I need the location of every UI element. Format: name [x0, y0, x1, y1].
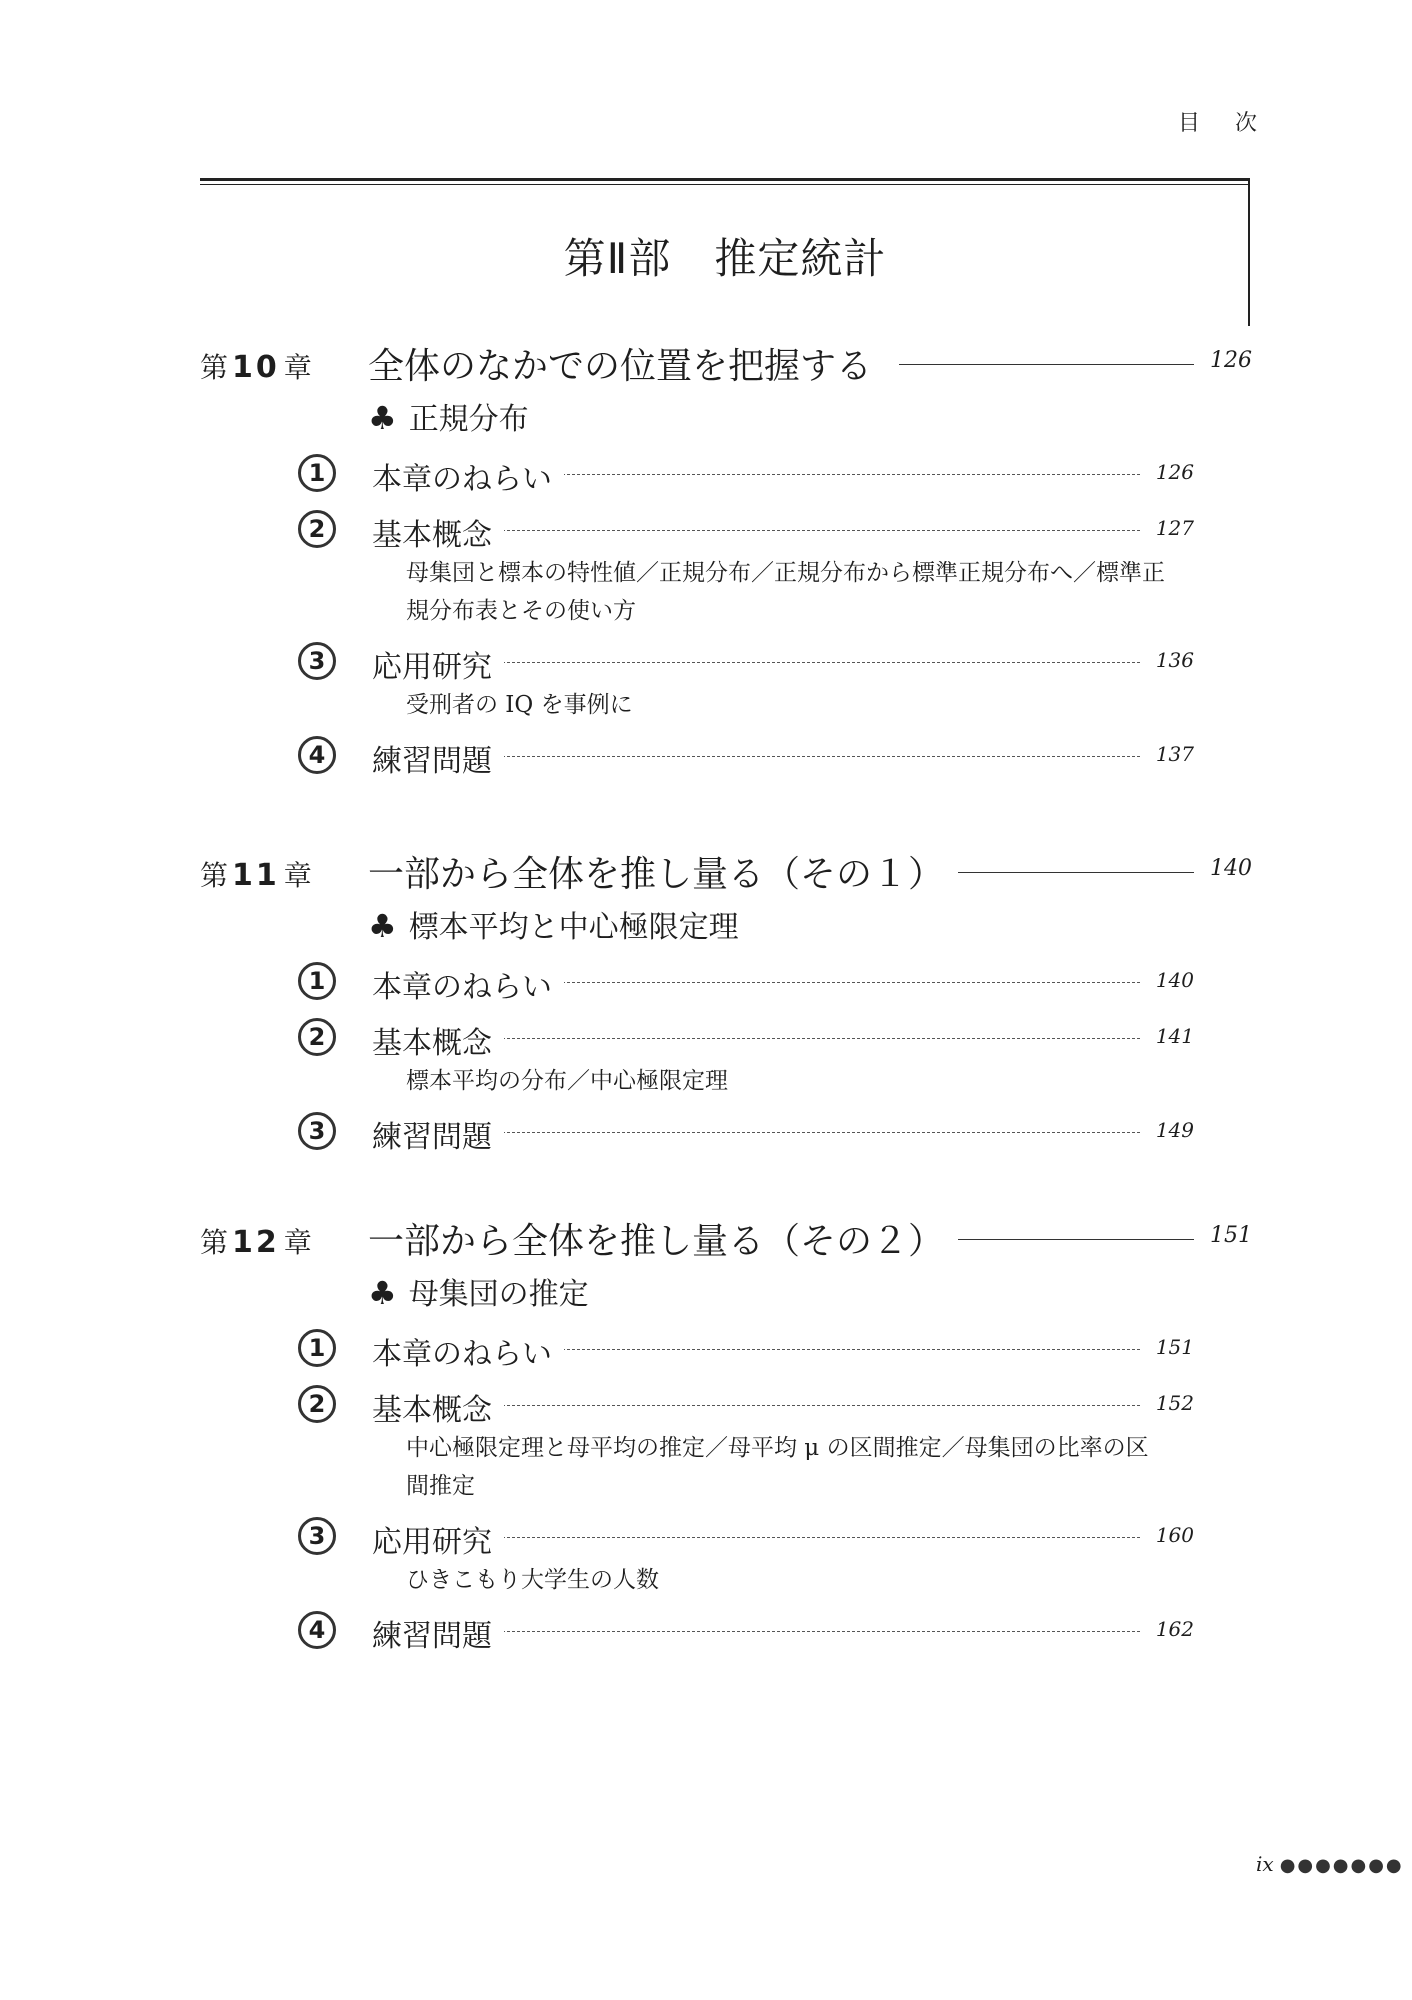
section-page: 162: [1155, 1617, 1194, 1641]
section-row[interactable]: [200, 1104, 1252, 1160]
leader-line: [899, 364, 1194, 365]
leader-line: [939, 872, 1194, 873]
chapter-page: 151: [1210, 1223, 1252, 1248]
section-page: 151: [1155, 1335, 1194, 1359]
section-description: 母集団と標本の特性値／正規分布／正規分布から標準正規分布へ／標準正規分布表とその使い方: [406, 560, 1165, 624]
section-number-icon: 2: [298, 1018, 336, 1056]
section-label: 練習問題: [372, 1112, 504, 1156]
section-number-icon: 1: [298, 1329, 336, 1367]
section-number-icon: 3: [298, 642, 336, 680]
section-label: 本章のねらい: [372, 454, 564, 498]
section-page: 149: [1155, 1118, 1194, 1142]
chapter-heading[interactable]: [200, 1213, 1252, 1265]
section-label: 本章のねらい: [372, 962, 564, 1006]
section-label: 本章のねらい: [372, 1329, 564, 1373]
section-row[interactable]: [200, 728, 1252, 784]
section-number-icon: 1: [298, 962, 336, 1000]
section-row[interactable]: [200, 1010, 1252, 1066]
section-label: 応用研究: [372, 1517, 504, 1561]
section-page: 137: [1155, 742, 1194, 766]
page-footer: [1256, 1852, 1404, 1876]
section-number-icon: 4: [298, 1611, 336, 1649]
top-rule: [200, 178, 1250, 181]
club-icon: ♣: [368, 399, 397, 437]
section-number-icon: 3: [298, 1112, 336, 1150]
section-description: 受刑者の IQ を事例に: [406, 692, 633, 718]
section-page: 126: [1155, 460, 1194, 484]
section-number-icon: 2: [298, 1385, 336, 1423]
chapter-heading[interactable]: [200, 338, 1252, 390]
chapter-number: 第 12 章: [200, 1225, 312, 1260]
chapter-subtitle: ♣ 標本平均と中心極限定理: [368, 907, 739, 945]
section-number-icon: 2: [298, 510, 336, 548]
leader-line: [939, 1239, 1194, 1240]
section-description: 中心極限定理と母平均の推定／母平均 μ の区間推定／母集団の比率の区間推定: [406, 1435, 1149, 1499]
section-description: 標本平均の分布／中心極限定理: [406, 1068, 728, 1094]
chapter-title: 一部から全体を推し量る（その２）: [368, 1213, 958, 1264]
section-row[interactable]: [200, 1321, 1252, 1377]
chapter-subtitle: ♣ 母集団の推定: [368, 1274, 589, 1312]
section-row[interactable]: [200, 634, 1252, 690]
club-icon: ♣: [368, 1274, 397, 1312]
section-number-icon: 3: [298, 1517, 336, 1555]
part-title: 第Ⅱ部 推定統計: [563, 234, 887, 283]
section-label: 練習問題: [372, 736, 504, 780]
chapter-11: [200, 846, 1252, 1160]
section-page: 140: [1155, 968, 1194, 992]
section-page: 160: [1155, 1523, 1194, 1547]
section-page: 127: [1155, 516, 1194, 540]
chapter-12: [200, 1213, 1252, 1659]
section-page: 152: [1155, 1391, 1194, 1415]
chapter-page: 140: [1210, 856, 1252, 881]
chapter-title: 全体のなかでの位置を把握する: [368, 338, 886, 389]
section-row[interactable]: [200, 1377, 1252, 1433]
chapter-title: 一部から全体を推し量る（その１）: [368, 846, 958, 897]
top-rule-thin: [200, 184, 1250, 185]
section-label: 基本概念: [372, 1018, 504, 1062]
chapter-subtitle: ♣ 正規分布: [368, 399, 529, 437]
section-label: 基本概念: [372, 1385, 504, 1429]
section-label: 基本概念: [372, 510, 504, 554]
section-number-icon: 1: [298, 454, 336, 492]
chapter-heading[interactable]: [200, 846, 1252, 898]
section-page: 136: [1155, 648, 1194, 672]
chapter-number: 第 11 章: [200, 858, 312, 893]
page-number: ix: [1256, 1852, 1274, 1876]
section-label: 練習問題: [372, 1611, 504, 1655]
section-row[interactable]: [200, 446, 1252, 502]
section-number-icon: 4: [298, 736, 336, 774]
section-page: 141: [1155, 1024, 1194, 1048]
section-description: ひきこもり大学生の人数: [406, 1567, 659, 1593]
chapter-10: [200, 338, 1252, 784]
running-head: 目 次: [1178, 111, 1271, 136]
footer-dots: ●●●●●●●: [1279, 1855, 1404, 1876]
section-row[interactable]: [200, 502, 1252, 558]
chapter-page: 126: [1210, 348, 1252, 373]
section-row[interactable]: [200, 1603, 1252, 1659]
section-label: 応用研究: [372, 642, 504, 686]
chapter-number: 第 10 章: [200, 350, 312, 385]
club-icon: ♣: [368, 907, 397, 945]
section-row[interactable]: [200, 1509, 1252, 1565]
section-row[interactable]: [200, 954, 1252, 1010]
